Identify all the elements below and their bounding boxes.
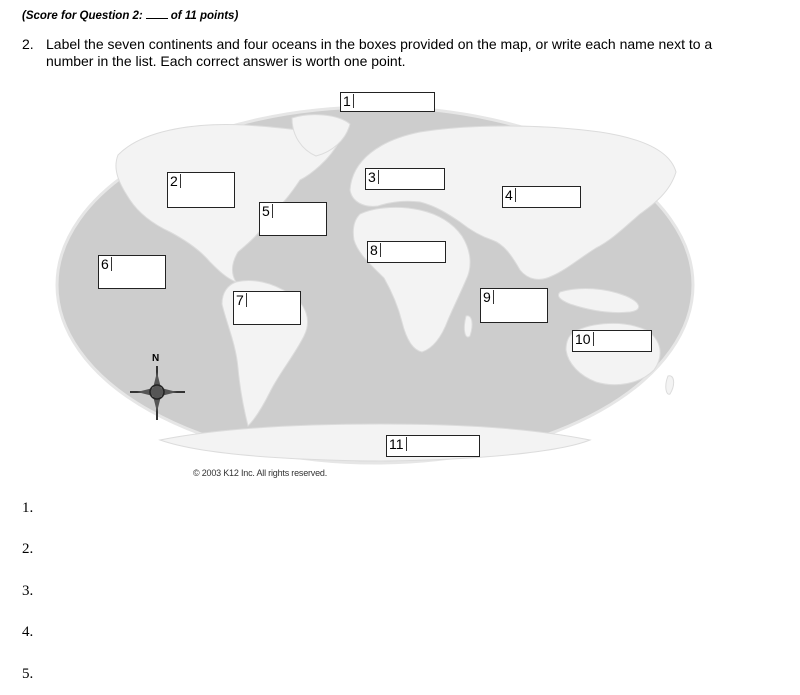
label-box-10[interactable] — [572, 330, 652, 352]
label-box-8[interactable] — [367, 241, 446, 263]
question-text: Label the seven continents and four oceans in the boxes provided on the map, or write each name next to a number in the list. Each correct answer is worth one point. — [46, 36, 713, 69]
box-number: 3 — [368, 170, 379, 184]
answer-number: 1. — [22, 500, 34, 516]
box-number: 1 — [343, 94, 354, 108]
score-suffix: of 11 points) — [170, 10, 239, 22]
box-number: 9 — [483, 290, 494, 304]
label-box-5[interactable] — [259, 202, 327, 236]
box-number: 10 — [575, 332, 594, 346]
label-box-3[interactable] — [365, 168, 445, 190]
box-number: 11 — [389, 437, 407, 451]
label-box-1[interactable] — [340, 92, 435, 112]
answer-number: 4. — [22, 624, 34, 640]
label-box-11[interactable] — [386, 435, 480, 457]
new-zealand-shape — [666, 376, 674, 395]
answer-number: 2. — [22, 541, 34, 557]
label-box-4[interactable] — [502, 186, 581, 208]
box-number: 5 — [262, 204, 273, 218]
answer-number: 5. — [22, 666, 34, 682]
label-box-2[interactable] — [167, 172, 235, 208]
box-number: 8 — [370, 243, 381, 257]
answer-line-2[interactable] — [22, 541, 422, 561]
box-number: 2 — [170, 174, 181, 188]
answer-number: 3. — [22, 583, 34, 599]
answer-line-1[interactable] — [22, 500, 422, 520]
box-number: 4 — [505, 188, 516, 202]
label-box-7[interactable] — [233, 291, 301, 325]
answer-line-4[interactable] — [22, 624, 422, 644]
label-box-6[interactable] — [98, 255, 166, 289]
map-copyright: © 2003 K12 Inc. All rights reserved. — [193, 468, 328, 478]
compass-label: N — [152, 353, 160, 364]
box-number: 7 — [236, 293, 247, 307]
label-box-9[interactable] — [480, 288, 548, 323]
answer-line-3[interactable] — [22, 583, 422, 603]
question-number: 2. — [22, 36, 34, 52]
madagascar-shape — [464, 316, 472, 337]
answer-line-5[interactable] — [22, 666, 422, 686]
score-prefix: (Score for Question 2: — [22, 10, 143, 22]
box-number: 6 — [101, 257, 112, 271]
